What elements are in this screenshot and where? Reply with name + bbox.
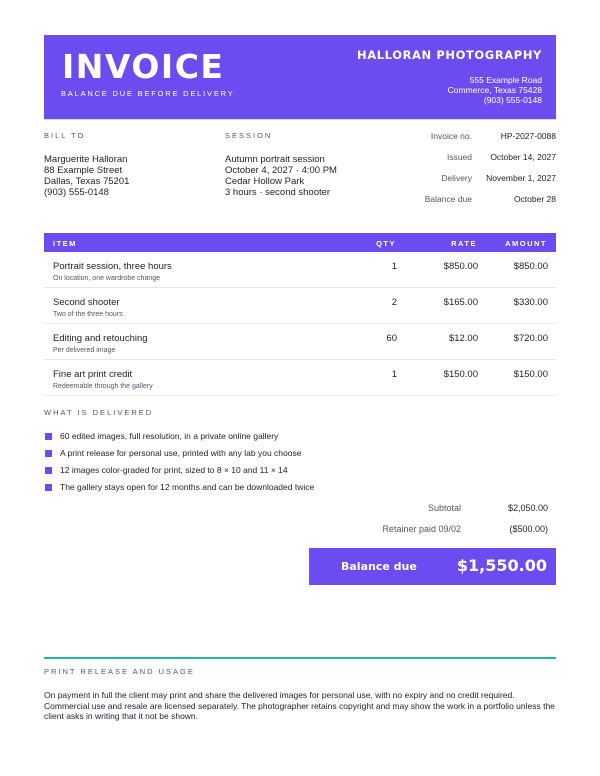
table-row xyxy=(44,288,556,324)
bill-to-label: BILL TO xyxy=(44,131,86,140)
item-qty: 1 xyxy=(391,261,397,272)
balance-due-label: Balance due xyxy=(341,560,417,573)
bill-to-block xyxy=(44,131,129,198)
list-item xyxy=(44,431,314,448)
subtotal-value: $2,050.00 xyxy=(507,503,548,513)
meta-row xyxy=(400,173,556,194)
meta-label: Balance due xyxy=(424,194,472,204)
item-description: Per delivered image xyxy=(53,347,116,354)
footer-divider xyxy=(44,657,556,659)
column-header-rate: RATE xyxy=(451,239,477,248)
client-street: 88 Example Street xyxy=(44,165,123,176)
delivered-section xyxy=(44,408,314,499)
invoice-header xyxy=(44,35,556,119)
item-qty: 60 xyxy=(386,333,397,344)
list-item xyxy=(44,482,314,499)
square-bullet-icon xyxy=(45,467,52,474)
meta-row xyxy=(400,194,556,215)
square-bullet-icon xyxy=(45,433,52,440)
items-table xyxy=(44,252,556,396)
item-description: Two of the three hours xyxy=(53,311,123,318)
subtotal-row xyxy=(300,503,556,524)
meta-row xyxy=(400,152,556,173)
item-amount: $150.00 xyxy=(513,369,548,380)
meta-label: Delivery xyxy=(441,173,472,183)
delivered-list xyxy=(44,431,314,499)
meta-row xyxy=(400,131,556,152)
invoice-meta xyxy=(400,131,556,215)
item-description: On location, one wardrobe change xyxy=(53,275,161,282)
company-name: HALLORAN PHOTOGRAPHY xyxy=(357,48,542,62)
company-address-line: Commerce, Texas 75428 xyxy=(447,85,542,95)
item-name: Second shooter xyxy=(53,297,120,308)
item-rate: $850.00 xyxy=(443,261,478,272)
delivery-date: November 1, 2027 xyxy=(486,173,556,183)
item-name: Portrait session, three hours xyxy=(53,261,172,272)
delivered-item-text: 12 images color-graded for print, sized to 8 × 10 and 11 × 14 xyxy=(60,465,288,475)
company-address xyxy=(448,75,542,105)
column-header-qty: QTY xyxy=(376,239,396,248)
square-bullet-icon xyxy=(45,484,52,491)
session-name: Autumn portrait session xyxy=(225,154,325,165)
client-phone: (903) 555-0148 xyxy=(44,187,109,198)
session-duration: 3 hours · second shooter xyxy=(225,187,331,198)
header-divider xyxy=(44,119,556,120)
session-block xyxy=(225,131,337,198)
column-header-item: ITEM xyxy=(53,239,77,248)
item-rate: $165.00 xyxy=(443,297,478,308)
delivered-item-text: 60 edited images, full resolution, in a private online gallery xyxy=(60,431,279,441)
table-row xyxy=(44,324,556,360)
item-amount: $850.00 xyxy=(513,261,548,272)
company-phone: (903) 555-0148 xyxy=(483,95,542,105)
retainer-value: ($500.00) xyxy=(509,524,548,534)
issued-date: October 14, 2027 xyxy=(490,152,556,162)
invoice-number: HP-2027-0088 xyxy=(500,131,556,141)
table-row xyxy=(44,360,556,396)
item-rate: $12.00 xyxy=(448,333,478,344)
item-name: Editing and retouching xyxy=(53,333,148,344)
usage-section xyxy=(44,667,556,722)
session-location: Cedar Hollow Park xyxy=(225,176,305,187)
balance-due-box xyxy=(309,548,556,585)
meta-label: Issued xyxy=(446,152,472,162)
retainer-label: Retainer paid 09/02 xyxy=(382,524,461,534)
delivered-item-text: The gallery stays open for 12 months and can be downloaded twice xyxy=(60,482,315,492)
item-amount: $720.00 xyxy=(513,333,548,344)
usage-label: PRINT RELEASE AND USAGE xyxy=(44,667,195,676)
session-label: SESSION xyxy=(225,131,273,140)
totals-block xyxy=(300,503,556,545)
company-address-line: 555 Example Road xyxy=(469,75,542,85)
meta-label: Invoice no. xyxy=(430,131,472,141)
client-city: Dallas, Texas 75201 xyxy=(44,176,130,187)
balance-due-date: October 28 xyxy=(513,194,556,204)
balance-due-amount: $1,550.00 xyxy=(456,556,547,575)
square-bullet-icon xyxy=(45,450,52,457)
delivered-label: WHAT IS DELIVERED xyxy=(44,408,154,417)
invoice-title: INVOICE xyxy=(62,47,225,86)
session-date: October 4, 2027 · 4:00 PM xyxy=(225,165,337,176)
item-name: Fine art print credit xyxy=(53,369,133,380)
usage-text: On payment in full the client may print and share the delivered images for personal use, with no expiry and no credit required. Commercial use and resale are licensed separately. The photographer retains copyright and may show the work in a portfolio unless the client asks in writing that it not be shown. xyxy=(44,690,555,721)
item-rate: $150.00 xyxy=(443,369,478,380)
item-description: Redeemable through the gallery xyxy=(53,383,153,390)
item-amount: $330.00 xyxy=(513,297,548,308)
item-qty: 1 xyxy=(391,369,397,380)
client-name: Marguerite Halloran xyxy=(44,154,128,165)
retainer-row xyxy=(300,524,556,545)
subtotal-label: Subtotal xyxy=(427,503,461,513)
invoice-subtitle: BALANCE DUE BEFORE DELIVERY xyxy=(61,89,235,98)
items-table-header xyxy=(44,233,556,252)
list-item xyxy=(44,465,314,482)
table-row xyxy=(44,252,556,288)
list-item xyxy=(44,448,314,465)
column-header-amount: AMOUNT xyxy=(505,239,547,248)
delivered-item-text: A print release for personal use, printed with any lab you choose xyxy=(60,448,302,458)
item-qty: 2 xyxy=(391,297,397,308)
